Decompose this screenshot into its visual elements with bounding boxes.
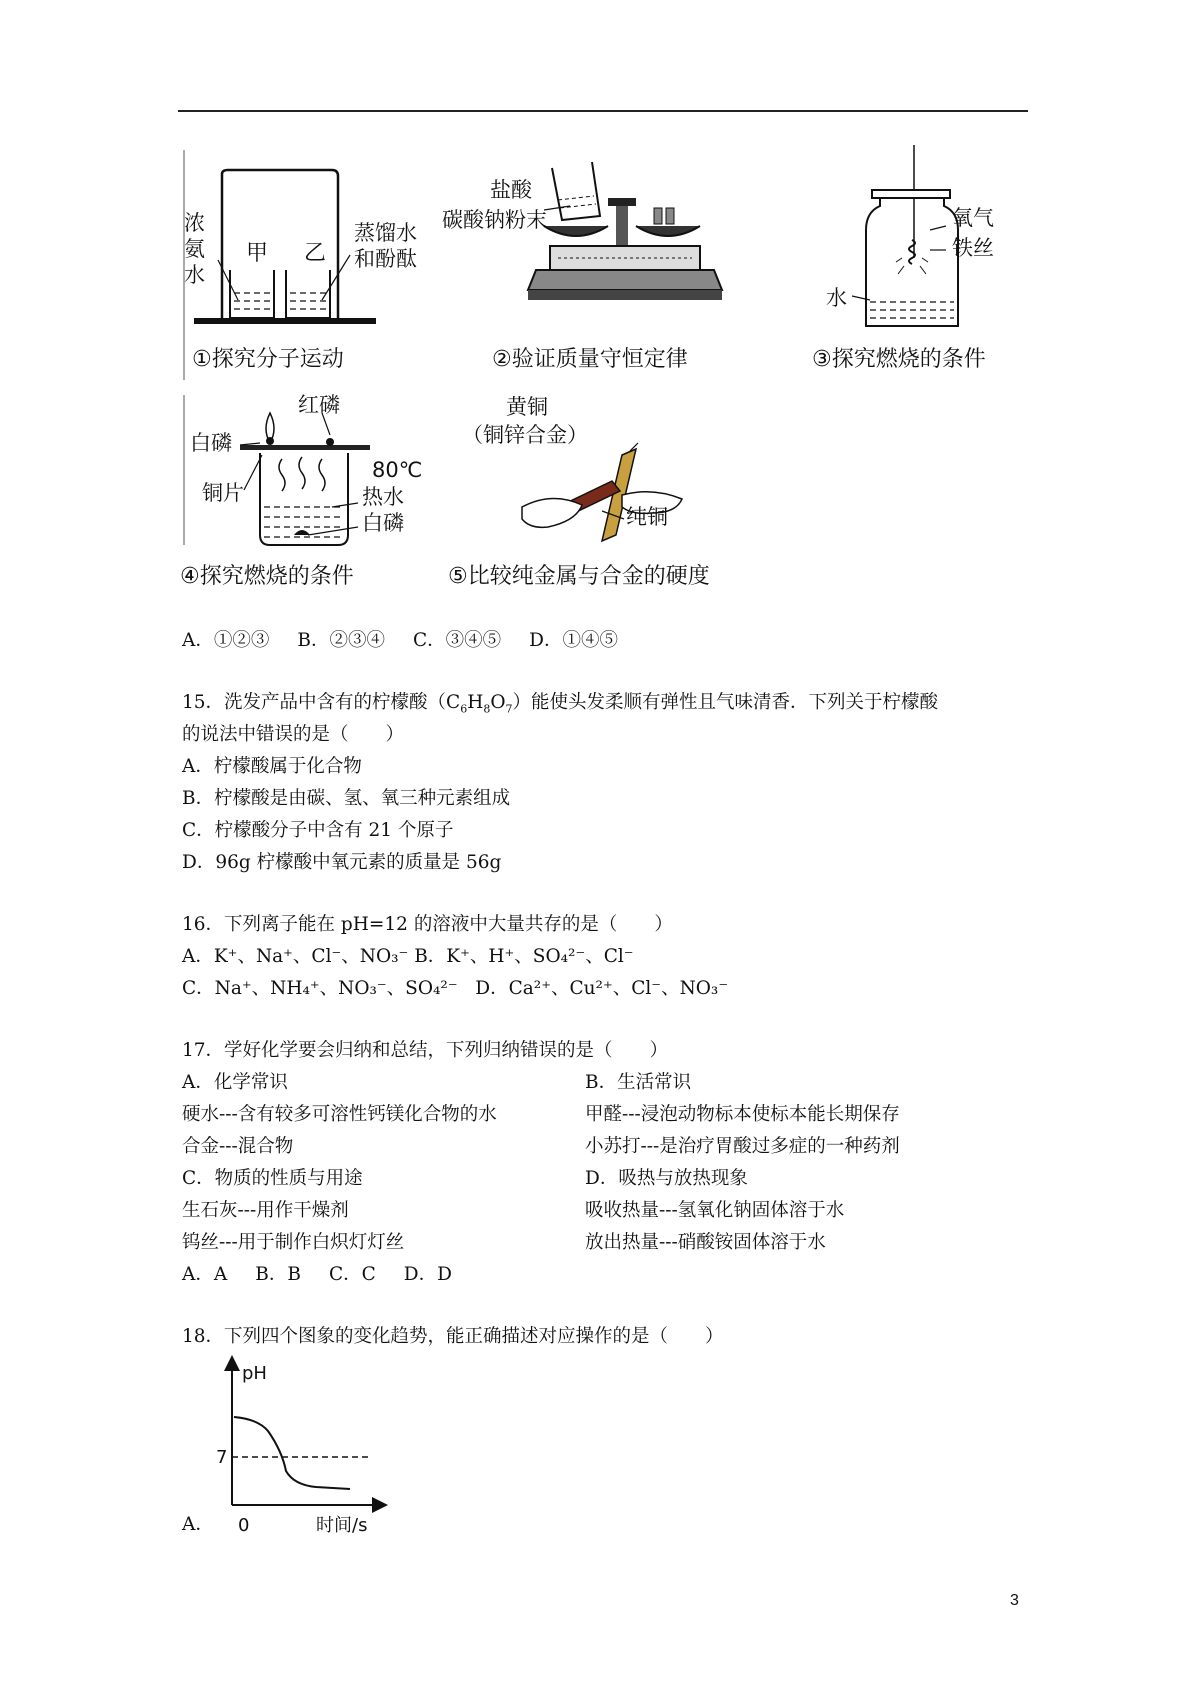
- q17-b-title[interactable]: B．生活常识: [585, 1072, 692, 1093]
- q18-graph-a-drawing: [210, 1355, 390, 1535]
- experiment-figures: [182, 150, 1062, 620]
- q18-graph-a: [210, 1355, 390, 1535]
- label-hydrochloric-acid: 盐酸: [490, 178, 532, 202]
- q15-option-c[interactable]: C．柠檬酸分子中含有 21 个原子: [182, 820, 454, 841]
- figure-molecule-motion: [182, 150, 442, 380]
- label-iron-wire: 铁丝: [952, 236, 994, 260]
- q17-c-item2: 钨丝---用于制作白炽灯灯丝: [182, 1232, 405, 1253]
- q16-option-c[interactable]: C．Na⁺、NH₄⁺、NO₃⁻、SO₄²⁻: [182, 978, 458, 999]
- figure-hardness-comparison: [448, 395, 772, 620]
- label-concentrated-ammonia: 浓 氨 水: [184, 211, 205, 287]
- q16-option-a[interactable]: A．K⁺、Na⁺、Cl⁻、NO₃⁻: [182, 946, 409, 967]
- label-beaker-a: 甲: [246, 241, 269, 266]
- caption-fig4: ④探究燃烧的条件: [180, 564, 354, 589]
- caption-fig2: ②验证质量守恒定律: [492, 347, 688, 372]
- q17-a-item2: 合金---混合物: [182, 1136, 294, 1157]
- label-pure-copper: 纯铜: [626, 505, 668, 529]
- q17-c-item1: 生石灰---用作干燥剂: [182, 1200, 349, 1221]
- label-distilled-water-phenolphthalein: 蒸馏水 和酚酞: [354, 221, 417, 271]
- header-rule: [178, 110, 1028, 112]
- q15-stem-line2: 的说法中错误的是（ ）: [182, 724, 405, 745]
- q17-d-item1: 吸收热量---氢氧化钠固体溶于水: [585, 1200, 845, 1221]
- q14-option-b[interactable]: B．②③④: [297, 630, 385, 651]
- q17-d-item2: 放出热量---硝酸铵固体溶于水: [585, 1232, 826, 1253]
- q16-options-row2: [182, 980, 728, 999]
- label-hot-water: 热水: [362, 485, 404, 509]
- q17-b-item1: 甲醛---浸泡动物标本使标本能长期保存: [585, 1104, 900, 1125]
- q17-option-b[interactable]: B．B: [255, 1264, 301, 1285]
- label-water: 水: [826, 286, 847, 310]
- q17-c-title[interactable]: C．物质的性质与用途: [182, 1168, 363, 1189]
- q17-option-c[interactable]: C．C: [328, 1264, 376, 1285]
- graph-x-label: 时间/s: [316, 1515, 368, 1535]
- q17-d-title[interactable]: D．吸热与放热现象: [585, 1168, 748, 1189]
- page-number: 3: [1010, 1592, 1019, 1609]
- graph-y-label: pH: [242, 1363, 267, 1384]
- label-copper-sheet: 铜片: [202, 481, 244, 505]
- q14-option-a[interactable]: A．①②③: [182, 630, 270, 651]
- q18-option-a-label[interactable]: A．: [182, 1514, 214, 1535]
- q16-option-b[interactable]: B．K⁺、H⁺、SO₄²⁻、Cl⁻: [414, 946, 634, 967]
- q17-option-a[interactable]: A．A: [182, 1264, 228, 1285]
- q14-options: [182, 632, 646, 651]
- q16-stem: 16．下列离子能在 pH=12 的溶液中大量共存的是（ ）: [182, 914, 673, 935]
- q15-stem-line1: 15．洗发产品中含有的柠檬酸$(C_6H_8O_7)$能使头发柔顺有弹性且气味清香．下列关于柠檬酸: [182, 692, 939, 716]
- q15-option-a[interactable]: A．柠檬酸属于化合物: [182, 756, 362, 777]
- q17-a-title[interactable]: A．化学常识: [182, 1072, 288, 1093]
- label-sodium-carbonate: 碳酸钠粉末: [442, 208, 547, 232]
- label-white-phosphorus-top: 白磷: [190, 431, 232, 455]
- graph-curve: [234, 1417, 350, 1489]
- q16-options-row1: [182, 948, 634, 967]
- caption-fig1: ①探究分子运动: [192, 347, 344, 372]
- label-oxygen: 氧气: [952, 206, 994, 230]
- q18-stem: 18．下列四个图象的变化趋势，能正确描述对应操作的是（ ）: [182, 1326, 724, 1347]
- q14-option-c[interactable]: C．③④⑤: [412, 630, 502, 651]
- q17-stem: 17．学好化学要会归纳和总结，下列归纳错误的是（ ）: [182, 1040, 669, 1061]
- label-white-phosphorus-bottom: 白磷: [362, 511, 404, 535]
- caption-fig3: ③探究燃烧的条件: [812, 347, 986, 372]
- q17-option-d[interactable]: D．D: [403, 1264, 452, 1285]
- figure-iron-combustion: [812, 150, 1042, 380]
- q15-option-d[interactable]: D．96g 柠檬酸中氧元素的质量是 56g: [182, 852, 502, 873]
- q14-option-d[interactable]: D．①④⑤: [529, 630, 618, 651]
- q17-a-item1: 硬水---含有较多可溶性钙镁化合物的水: [182, 1104, 497, 1125]
- q17-options: [182, 1266, 480, 1285]
- figure-phosphorus-combustion: [182, 395, 442, 620]
- label-brass: 黄铜: [506, 395, 548, 419]
- q17-b-item2: 小苏打---是治疗胃酸过多症的一种药剂: [585, 1136, 900, 1157]
- label-red-phosphorus: 红磷: [298, 393, 340, 417]
- caption-fig5: ⑤比较纯金属与合金的硬度: [448, 564, 710, 589]
- q16-option-d[interactable]: D．Ca²⁺、Cu²⁺、Cl⁻、NO₃⁻: [475, 978, 729, 999]
- label-beaker-b: 乙: [304, 241, 327, 266]
- graph-origin: 0: [238, 1515, 250, 1535]
- graph-ref-tick: 7: [216, 1447, 228, 1468]
- figure-mass-conservation: [442, 150, 752, 380]
- q15-option-b[interactable]: B．柠檬酸是由碳、氢、氧三种元素组成: [182, 788, 511, 809]
- label-brass-note: （铜锌合金）: [462, 423, 588, 447]
- label-temperature: 80℃: [372, 458, 423, 482]
